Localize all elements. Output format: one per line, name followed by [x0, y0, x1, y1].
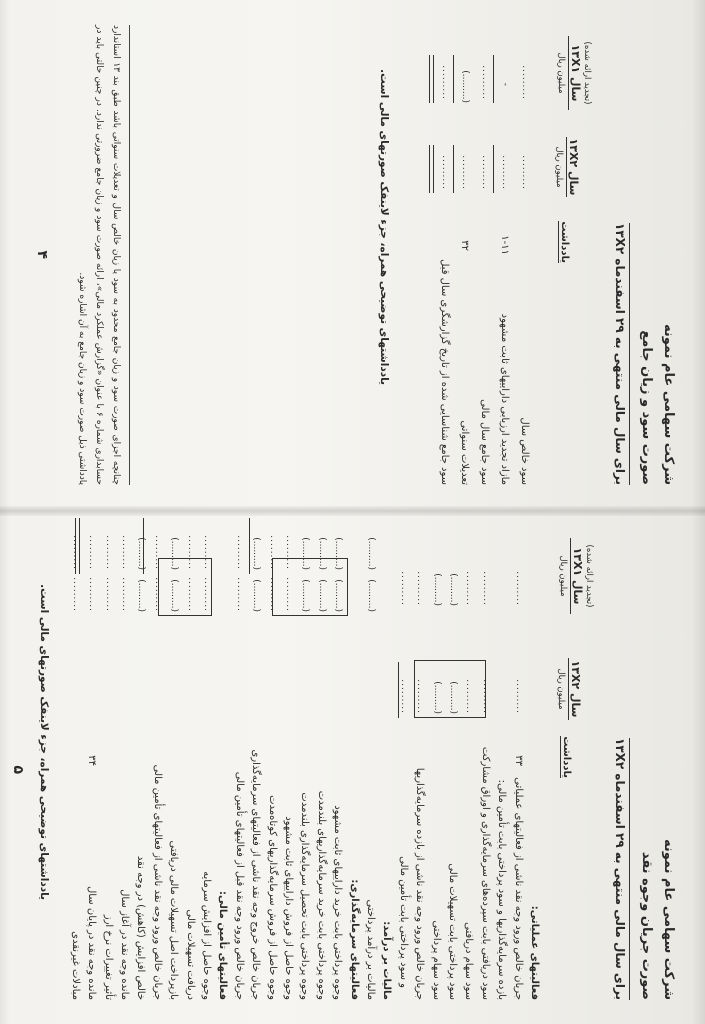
page-number: ۵	[10, 765, 26, 774]
value-placeholder: .........	[152, 577, 163, 612]
value-placeholder: (.........)	[448, 573, 458, 606]
value-placeholder: .........	[202, 577, 212, 612]
total-rule	[75, 518, 80, 574]
cash-flow-row: بازپرداخت اصل تسهیلات مالی دریافتی	[168, 840, 180, 1000]
book-fold	[0, 506, 705, 516]
footer-note: یادداشتهای توضیحی همراه، جزء لاینفک صورتهای مالی است.	[378, 69, 390, 385]
value-placeholder: (.........)	[431, 573, 442, 606]
cash-flow-row: وجوه پرداختی بابت خرید سرمایه‌گذاریهای بلندمدت	[315, 790, 327, 1000]
value-placeholder: (.........)	[169, 537, 180, 570]
value-placeholder: .........	[513, 571, 524, 606]
current-year-column-header: سال ۱۳X۲ میلیون ریال	[556, 658, 582, 720]
value-placeholder: .........	[185, 577, 196, 612]
value-placeholder: .........	[513, 679, 524, 714]
value-placeholder: .........	[70, 535, 81, 570]
cash-flow-row: وجوه پرداختی بابت خرید داراییهای ثابت مشهود	[332, 805, 344, 1000]
cash-flow-row: فعالیتهای سرمایه‌گذاری:	[348, 879, 360, 1000]
cash-flow-row: سود پرداختی بابت تسهیلات مالی	[447, 863, 458, 1000]
company-name: شرکت سهامی عام نمونه	[661, 323, 676, 485]
value-placeholder: .........	[480, 65, 490, 100]
subtotal-box	[414, 660, 486, 718]
value-placeholder: (.........)	[448, 681, 458, 714]
value-placeholder: .........	[460, 155, 470, 190]
cash-flow-row: وجوه حاصل از فروش سرمایه‌گذاریهای کوتاه‌مدت	[266, 795, 278, 1000]
value-placeholder: .........	[267, 577, 278, 612]
footer-note: یادداشتهای توضیحی همراه، جزء لاینفک صورتهای مالی است.	[38, 584, 50, 900]
value-placeholder: .........	[415, 679, 426, 714]
subtotal-rule	[453, 55, 454, 103]
subtotal-rule	[143, 518, 144, 574]
subtotal-box	[272, 558, 348, 616]
statement-period: برای سال مالی منتهی به ۲۹ اسفندماه ۱۳X۲	[613, 223, 630, 485]
notes-column-header: یادداشت	[561, 736, 572, 778]
value-placeholder: .........	[234, 535, 245, 570]
value-placeholder: (.........)	[333, 579, 344, 612]
page-number: ۴	[34, 250, 50, 259]
cash-flow-row: جریان خالص خروج وجه نقد ناشی از فعالیتهای سرمایه‌گذاری	[250, 749, 262, 1000]
value-placeholder: .........	[202, 535, 212, 570]
value-placeholder: (.........)	[460, 70, 470, 103]
statement-title: صورت جریان وجوه نقد	[639, 851, 654, 1000]
value-placeholder: .........	[415, 571, 426, 606]
value-placeholder: .........	[103, 577, 114, 612]
value-placeholder: (.........)	[136, 537, 147, 570]
cash-flow-row: تأثیر تغییرات نرخ ارز	[102, 914, 114, 1000]
explanatory-paragraph: چنانچه اجزای صورت سود و زیان جامع محدود به سود یا زیان خالص سال و تعدیلات سنواتی باشد طبق بند ۱۳ استاندارد حسابداری شماره ۶ با عنوان «گزارش عملکرد مالی»، ارائه صورت سود و زیان جامع ضرورتی ندارد. در چنین حالتی باید در یادداشتی ذیل صورت سود و زیان جامع به آن اشاره شود.	[77, 25, 121, 485]
value-placeholder: .........	[234, 577, 245, 612]
cash-flow-row: مالیات بر درآمد:	[381, 921, 393, 1000]
value-placeholder: -	[500, 82, 510, 87]
value-placeholder: .........	[520, 65, 530, 100]
value-placeholder: (.........)	[251, 537, 262, 570]
subtotal-rule	[453, 145, 454, 193]
value-placeholder: (.........)	[333, 537, 344, 570]
value-placeholder: .........	[185, 535, 196, 570]
company-name: شرکت سهامی عام نمونه	[661, 838, 676, 1000]
cash-flow-row: فعالیتهای عملیاتی:	[529, 905, 540, 1000]
cash-flow-row: بازده سرمایه‌گذاریها و سود پرداختی بابت تأمین مالی:	[496, 779, 508, 1000]
subtotal-rule	[493, 145, 494, 193]
cash-flow-row: وجوه حاصل از افزایش سرمایه	[201, 871, 212, 1000]
cash-flow-row: دریافت تسهیلات مالی	[184, 909, 196, 1000]
subtotal-rule	[249, 518, 250, 574]
value-placeholder: (.........)	[251, 579, 262, 612]
value-placeholder: .........	[480, 571, 491, 606]
value-placeholder: .........	[500, 155, 510, 190]
cash-flow-row: مبادلات غیرنقدی	[69, 931, 81, 1000]
note-ref: ۳۴	[86, 755, 98, 766]
note-ref: ۳۳	[512, 755, 524, 766]
cash-flow-row: سود سهام دریافتی	[463, 922, 475, 1000]
value-placeholder: .........	[267, 535, 278, 570]
cash-flow-row: جریان خالص ورود وجه نقد ناشی از بازده سرمایه‌گذاریها	[414, 767, 426, 1000]
value-placeholder: .........	[70, 577, 81, 612]
cash-flow-row: جریان خالص ورود وجه نقد قبل از فعالیتهای تأمین مالی	[233, 771, 245, 1000]
statement-title: صورت سود و زیان جامع	[639, 330, 654, 485]
cash-flow-row: و سود پرداختی بابت تأمین مالی	[397, 856, 409, 988]
value-placeholder: .........	[440, 155, 450, 190]
cash-flow-row: مانده وجه نقد در آغاز سال	[119, 889, 130, 1000]
total-rule	[429, 55, 434, 103]
value-placeholder: .........	[480, 679, 491, 714]
value-placeholder: .........	[152, 535, 163, 570]
cash-flow-row: فعالیتهای تأمین مالی:	[217, 891, 229, 1000]
cash-flow-row: مانده وجه نقد در پایان سال	[86, 885, 98, 1000]
value-placeholder: (.........)	[316, 537, 327, 570]
row-comprehensive-income: سود جامع سال مالی	[479, 399, 490, 485]
value-placeholder: .........	[464, 571, 475, 606]
prior-year-column-header: (تجدید ارائه شده) سال ۱۳X۱ میلیون ریال	[556, 36, 592, 110]
value-placeholder: .........	[440, 65, 450, 100]
value-placeholder: (.........)	[300, 579, 311, 612]
note-ref: ۳۲	[459, 240, 470, 251]
current-year-column-header: سال ۱۳X۲ میلیون ریال	[554, 138, 580, 196]
prior-year-column-header: (تجدید ارائه شده) سال ۱۳X۱ میلیون ریال	[558, 538, 594, 614]
subtotal-rule	[493, 55, 494, 103]
row-recognized-income: سود جامع شناسایی شده از تاریخ گزارشگری سال قبل	[439, 259, 450, 485]
value-placeholder: .........	[464, 679, 475, 714]
cash-flow-row: جریان خالص ورود وجه نقد ناشی از فعالیتهای تأمین مالی	[151, 764, 163, 1000]
statement-period: برای سال مالی منتهی به ۲۹ اسفندماه ۱۳X۲	[613, 738, 630, 1000]
note-ref: ۱-۱۱	[499, 235, 510, 255]
value-placeholder: .........	[103, 535, 114, 570]
comprehensive-income-page	[10, 15, 690, 495]
cash-flow-row: سود دریافتی بابت سپرده‌های سرمایه‌گذاری و اوراق مشارکت	[479, 746, 491, 1000]
value-placeholder: .........	[480, 155, 490, 190]
value-placeholder: .........	[398, 679, 409, 714]
value-placeholder: (.........)	[366, 579, 376, 612]
notes-column-header: یادداشت	[559, 221, 570, 263]
value-placeholder: .........	[120, 535, 130, 570]
value-placeholder: .........	[120, 577, 130, 612]
cash-flow-row: وجوه حاصل از فروش داراییهای ثابت مشهود	[283, 816, 294, 1000]
value-placeholder: .........	[87, 577, 98, 612]
value-placeholder: (.........)	[366, 537, 376, 570]
value-placeholder: (.........)	[300, 537, 311, 570]
separator-rule	[129, 25, 130, 485]
value-placeholder: (.........)	[169, 579, 180, 612]
value-placeholder: .........	[284, 535, 294, 570]
total-rule	[429, 145, 434, 193]
row-net-profit: سود خالص سال	[519, 417, 530, 485]
value-placeholder: (.........)	[431, 681, 442, 714]
value-placeholder: .........	[284, 577, 294, 612]
cash-flow-row: جریان خالص ورود وجه نقد ناشی از فعالیتهای عملیاتی	[512, 777, 524, 1000]
cash-flow-row: وجوه پرداختی بابت تحصیل سرمایه‌گذاری بلندمدت	[299, 792, 311, 1000]
cash-flow-page	[10, 530, 690, 1010]
value-placeholder: (.........)	[316, 579, 327, 612]
value-placeholder: .........	[398, 571, 409, 606]
cash-flow-row: سود سهام پرداختی	[430, 920, 442, 1000]
row-revaluation-surplus: مازاد تجدید ارزیابی داراییهای ثابت مشهود	[499, 313, 510, 485]
cash-flow-row: خالص افزایش (کاهش) در وجه نقد	[135, 855, 147, 1000]
value-placeholder: .........	[520, 155, 530, 190]
cash-flow-row: مالیات بر درآمد پرداختی	[365, 899, 376, 1000]
row-prior-adjustments: تعدیلات سنواتی	[459, 420, 470, 485]
value-placeholder: .........	[87, 535, 98, 570]
subtotal-rule	[398, 662, 399, 718]
subtotal-box	[158, 558, 212, 616]
value-placeholder: (.........)	[136, 579, 147, 612]
